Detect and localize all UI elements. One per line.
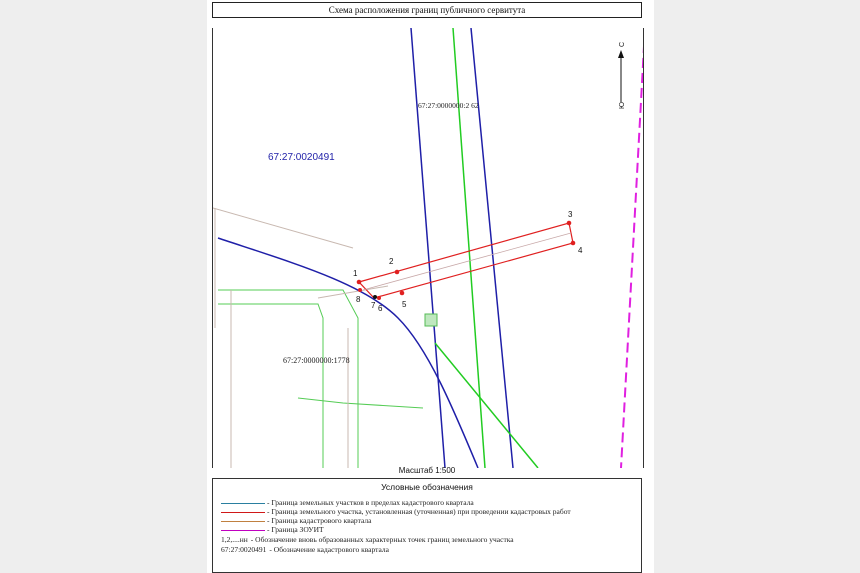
legend-item-quarter-designation bbox=[221, 545, 389, 554]
blue-parcel-line-left bbox=[411, 28, 445, 468]
point-7-marker[interactable] bbox=[373, 295, 377, 299]
legend-line-swatch bbox=[221, 530, 265, 531]
legend-quarter-code: 67:27:0020491 bbox=[221, 545, 267, 554]
point-5-label: 5 bbox=[402, 300, 407, 309]
parcel-number-label-top: 67:27:0000000:2 62 bbox=[418, 101, 479, 110]
legend-line-swatch bbox=[221, 503, 265, 504]
blue-parcel-line-right bbox=[471, 28, 513, 468]
legend-point-text: - Обозначение вновь образованных характерных точек границ земельного участка bbox=[250, 535, 514, 544]
scheme-title: Схема расположения границ публичного сервитута bbox=[212, 2, 642, 18]
point-2-label: 2 bbox=[389, 257, 394, 266]
point-6-marker[interactable] bbox=[377, 296, 381, 300]
point-1-marker[interactable] bbox=[357, 280, 362, 285]
legend-point-code: 1,2,....нн bbox=[221, 535, 248, 544]
point-4-marker[interactable] bbox=[571, 241, 576, 246]
point-8-label: 8 bbox=[356, 295, 361, 304]
quarter-boundary-line-1 bbox=[213, 208, 353, 248]
legend-item-point-designation bbox=[221, 535, 514, 544]
legend-item-servitude-boundary bbox=[221, 507, 571, 516]
green-parcel-outline-1 bbox=[218, 290, 358, 468]
point-7-label: 7 bbox=[371, 301, 376, 310]
zouit-boundary-line bbox=[621, 28, 643, 468]
legend-title: Условные обозначения bbox=[381, 482, 473, 492]
quarter-number-label: 67:27:0020491 bbox=[268, 152, 335, 163]
point-4-label: 4 bbox=[578, 246, 583, 255]
legend-item-cadastral-parcels bbox=[221, 498, 474, 507]
point-3-label: 3 bbox=[568, 210, 573, 219]
legend-quarter-text: - Обозначение кадастрового квартала bbox=[269, 545, 389, 554]
point-5-marker[interactable] bbox=[400, 291, 405, 296]
green-parcel-outline-3 bbox=[298, 398, 423, 408]
legend-line-swatch bbox=[221, 521, 265, 522]
green-parcel-outline-2 bbox=[218, 304, 323, 468]
legend-item-text: - Граница ЗОУИТ bbox=[267, 525, 324, 534]
map-frame[interactable] bbox=[212, 28, 644, 468]
north-label: С bbox=[619, 41, 626, 47]
legend-line-swatch bbox=[221, 512, 265, 513]
south-label: Ю bbox=[619, 101, 626, 109]
point-1-label: 1 bbox=[353, 269, 358, 278]
legend-item-text: - Граница кадастрового квартала bbox=[267, 516, 372, 525]
point-2-marker[interactable] bbox=[395, 270, 400, 275]
legend-item-zouit bbox=[221, 525, 324, 534]
legend-item-quarter-boundary bbox=[221, 516, 371, 525]
point-6-label: 6 bbox=[378, 304, 383, 313]
legend bbox=[212, 478, 642, 573]
legend-item-text: - Граница земельных участков в пределах кадастрового квартала bbox=[267, 498, 474, 507]
map-canvas[interactable] bbox=[213, 28, 643, 468]
servitude-centerline bbox=[363, 233, 571, 290]
point-3-marker[interactable] bbox=[567, 221, 572, 226]
parcel-number-label-bottom: 67:27:0000000:1778 bbox=[283, 356, 350, 365]
north-arrow-icon bbox=[618, 42, 626, 109]
point-8-marker[interactable] bbox=[358, 288, 362, 292]
scale-label: Масштаб 1:500 bbox=[398, 466, 456, 475]
green-marker-square bbox=[425, 314, 437, 326]
legend-item-text: - Граница земельного участка, установленная (уточненная) при проведении кадастровых работ bbox=[267, 507, 571, 516]
